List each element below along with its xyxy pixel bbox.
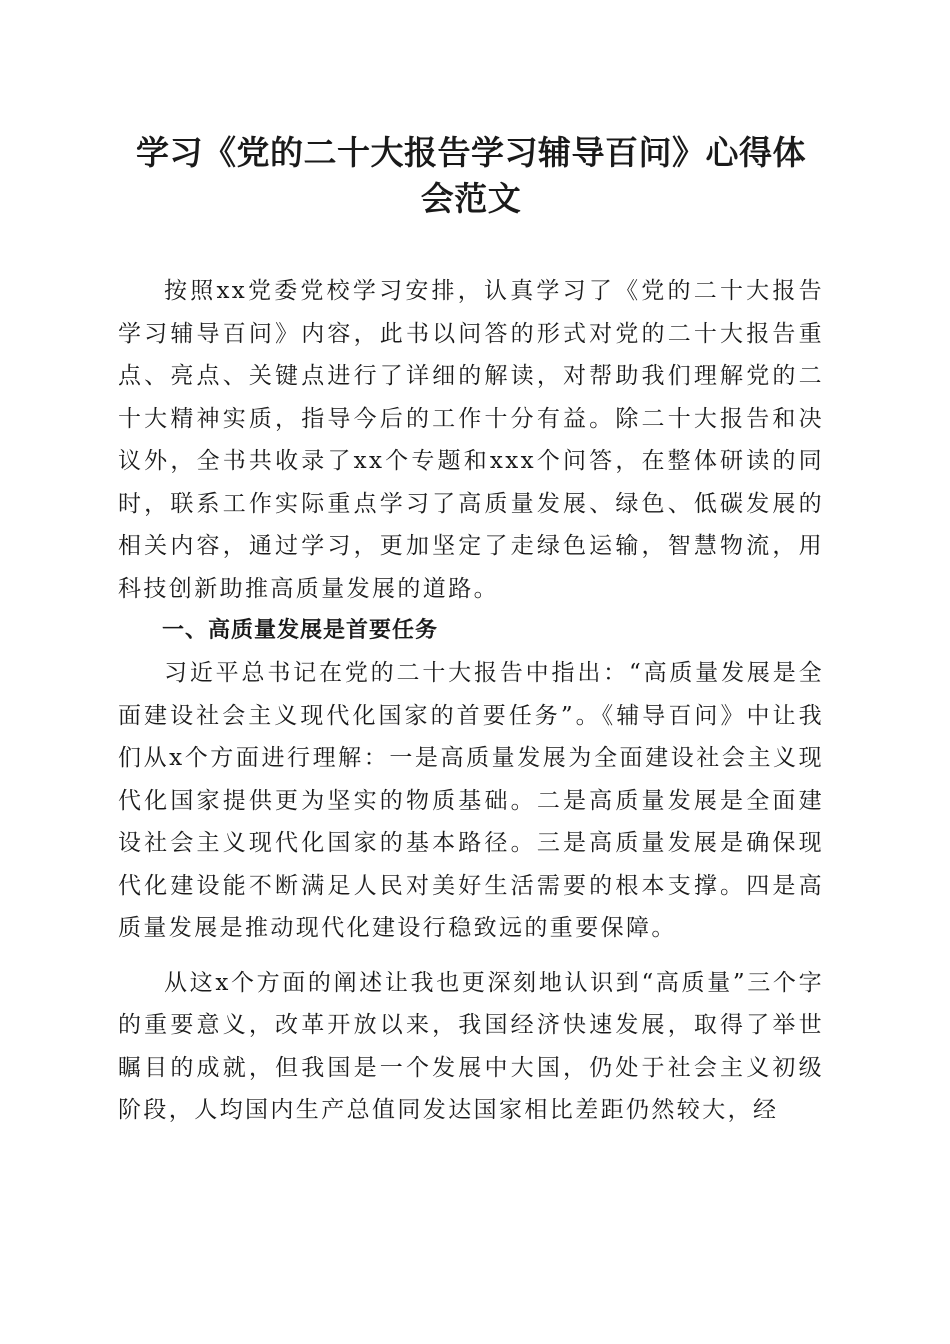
title-line-1: 学习《党的二十大报告学习辅导百问》心得体 bbox=[136, 133, 806, 172]
body-paragraph: 习近平总书记在党的二十大报告中指出：“高质量发展是全面建设社会主义现代化国家的首要任务”。《辅导百问》中让我们从x个方面进行理解：一是高质量发展为全面建设社会主义现代化国家提供更为坚实的物质基础。二是高质量发展是全面建设社会主义现代化国家的基本路径。三是高质量发展是确保现代化建设能不断满足人民对美好生活需要的根本支撑。四是高质量发展是推动现代化建设行稳致远的重要保障。 bbox=[118, 660, 824, 941]
intro-paragraph: 按照xx党委党校学习安排，认真学习了《党的二十大报告学习辅导百问》内容，此书以问答的形式对党的二十大报告重点、亮点、关键点进行了详细的解读，对帮助我们理解党的二十大精神实质，指导今后的工作十分有益。除二十大报告和决议外，全书共收录了xx个专题和xxx个问答，在整体研读的同时，联系工作实际重点学习了高质量发展、绿色、低碳发展的相关内容，通过学习，更加坚定了走绿色运输，智慧物流，用科技创新助推高质量发展的道路。 bbox=[118, 278, 824, 602]
document-title bbox=[118, 130, 824, 222]
body-paragraph: 从这x个方面的阐述让我也更深刻地认识到“高质量”三个字的重要意义，改革开放以来，我国经济快速发展，取得了举世瞩目的成就，但我国是一个发展中大国，仍处于社会主义初级阶段，人均国内生产总值同发达国家相比差距仍然较大，经 bbox=[118, 969, 824, 1123]
section-heading: 一、高质量发展是首要任务 bbox=[162, 618, 439, 643]
title-line-2: 会范文 bbox=[420, 179, 522, 218]
